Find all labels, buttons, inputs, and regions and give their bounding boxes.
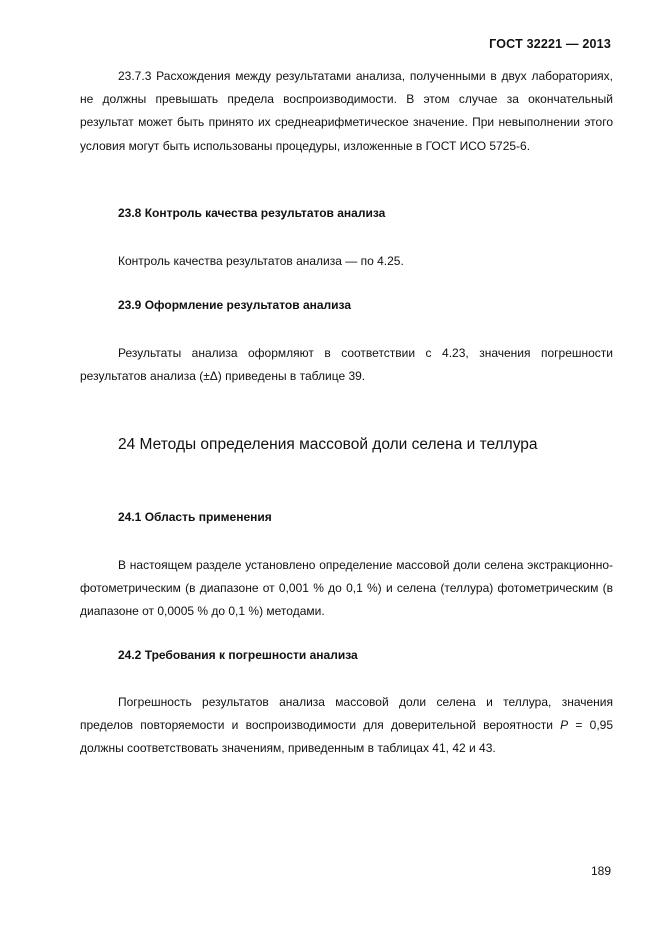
paragraph-23-8 [80, 250, 613, 273]
running-header: ГОСТ 32221 — 2013 [489, 37, 611, 51]
paragraph-24-1 [80, 554, 613, 624]
heading-23-8: 23.8 Контроль качества результатов анализа [118, 206, 386, 220]
paragraph-23-7-3 [80, 65, 613, 158]
paragraph-text: Контроль качества результатов анализа — по 4.25. [118, 254, 404, 268]
paragraph-text-part: Погрешность результатов анализа массовой доли селена и теллура, значения пределов повторяемости и воспроизводимости для доверительной вероятности [80, 695, 613, 733]
heading-24-2: 24.2 Требования к погрешности анализа [118, 648, 358, 662]
heading-24-1: 24.1 Область применения [118, 510, 272, 524]
paragraph-24-2 [80, 691, 613, 761]
paragraph-text-part: = 0,95 должны соответствовать значениям, приведенным в таблицах 41, 42 и 43. [80, 718, 613, 756]
paragraph-text [80, 691, 613, 761]
heading-23-9: 23.9 Оформление результатов анализа [118, 298, 352, 312]
probability-symbol: P [560, 718, 569, 733]
paragraph-text: 23.7.3 Расхождения между результатами анализа, полученными в двух лабораториях, не должны превышать предела воспроизводимости. В этом случае за окончательный результат может быть принято их среднеарифметическое значение. При невыполнении этого условия могут быть использованы процедуры, изложенные в ГОСТ ИСО 5725-6. [80, 69, 613, 153]
paragraph-23-9 [80, 342, 613, 388]
page-number: 189 [590, 864, 611, 878]
section-heading-24: 24 Методы определения массовой доли селена и теллура [118, 436, 538, 453]
paragraph-text: Результаты анализа оформляют в соответствии с 4.23, значения погрешности результатов анализа (±Δ) приведены в таблице 39. [80, 346, 613, 384]
paragraph-text: В настоящем разделе установлено определение массовой доли селена экстракционно-фотометрическим (в диапазоне от 0,001 % до 0,1 %) и селена (теллура) фотометрическим (в диапазоне от 0,0005 % до 0,1 %) методами. [80, 558, 613, 619]
